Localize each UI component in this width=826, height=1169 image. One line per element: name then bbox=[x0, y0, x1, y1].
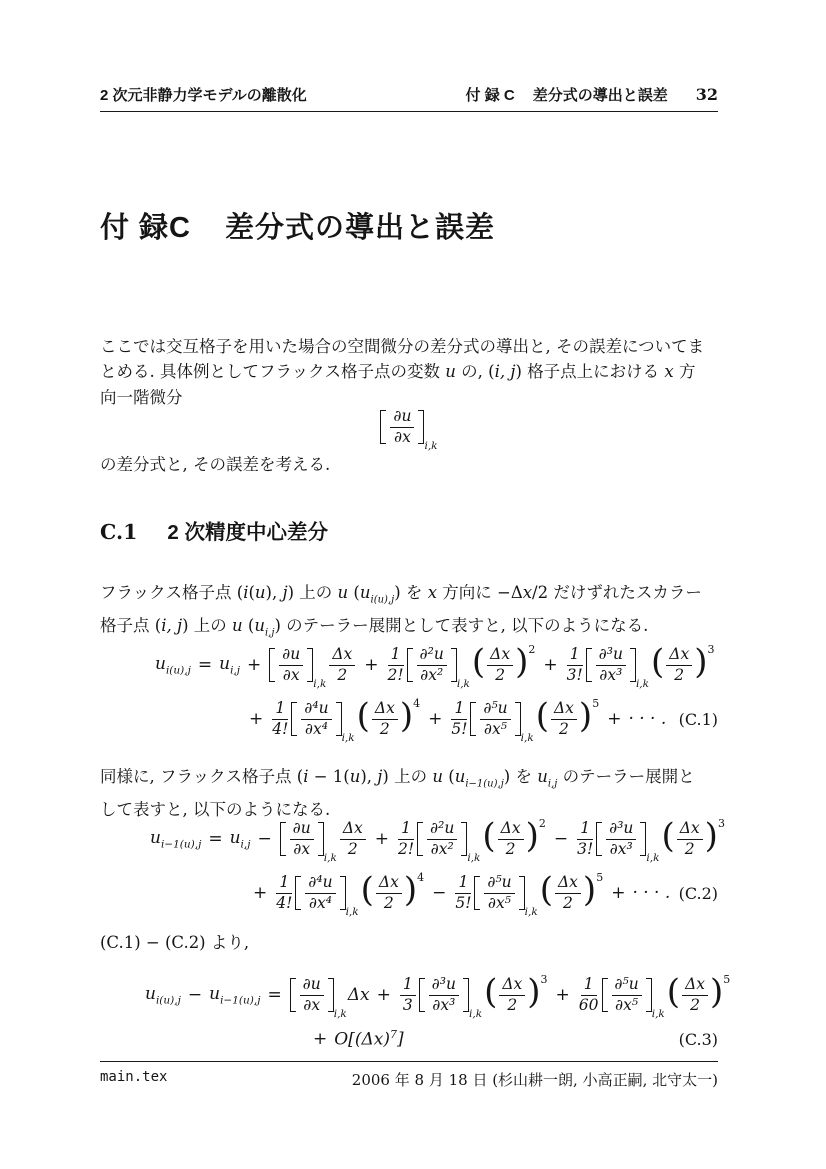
paragraph-line: ここでは交互格子を用いた場合の空間微分の差分式の導出と, その誤差についてま bbox=[100, 337, 705, 356]
footer-date-authors: 2006 年 8 月 18 日 (杉山耕一朗, 小高正嗣, 北守太一) bbox=[351, 1071, 718, 1089]
equation-c2 bbox=[100, 812, 725, 920]
equation-line: + $O[(\Delta x)^7$ ] (C.3) bbox=[313, 1028, 718, 1050]
paragraph-line: とめる. 具体例としてフラックス格子点の変数 u の, (i, j) 格子点上における x 方 bbox=[100, 362, 696, 382]
equation-line: + $\frac{1}{4!}$ $\frac{\text{∂⁴u}}{\text{∂x⁴}}$ $_{i,k}$ ( $\frac{\Delta x}{2}$ ) $^4$ + $\frac{1}{5!}$ $\frac{\text{∂⁵u}}{\text{∂x⁵}}$ $_{i,k}$ ( $\frac{\Delta x}{2}$ ) $^5$ + · · · . (C.1) bbox=[249, 696, 718, 744]
paragraph-line: 同様に, フラックス格子点 (i − 1(u), j) 上の u $(u_{i-1(u),j})$ を $u_{i,j}$ のテーラー展開と bbox=[100, 767, 695, 790]
after-equation-line: の差分式と, その誤差を考える. bbox=[100, 455, 331, 474]
header-chapter-label: 付 録 C bbox=[465, 87, 515, 104]
chapter-title-label: 付 録C bbox=[100, 212, 192, 244]
derivation-line: (C.1) − (C.2) より, bbox=[100, 933, 250, 952]
equation-line: $u_{i-1(u),j}$ = $u_{i,j}$ − $\frac{\partial u}{\partial x}$ $_{i,k}$ $\frac{\Delta x}{2}$ + $\frac{1}{2!}$ $\frac{\text{∂²u}}{\text{∂x²}}$ $_{i,k}$ ( $\frac{\Delta x}{2}$ ) $^2$ − $\frac{1}{3!}$ $\frac{\text{∂³u}}{\text{∂x³}}$ $_{i,k}$ ( $\frac{\Delta x}{2}$ ) $^3$ bbox=[150, 816, 725, 864]
equation-line: $u_{i(u),j}$ = $u_{i,j}$ + $\frac{\partial u}{\partial x}$ $_{i,k}$ $\frac{\Delta x}{2}$ + $\frac{1}{2!}$ $\frac{\text{∂²u}}{\text{∂x²}}$ $_{i,k}$ ( $\frac{\Delta x}{2}$ ) $^2$ + $\frac{1}{3!}$ $\frac{\text{∂³u}}{\text{∂x³}}$ $_{i,k}$ ( $\frac{\Delta x}{2}$ ) $^3$ bbox=[155, 642, 715, 690]
paragraph-line: して表すと, 以下のようになる. bbox=[100, 799, 331, 819]
equation-c3 bbox=[100, 968, 731, 1056]
equation-line: $\frac{\partial u}{\partial x}$ $_{i,k}$ bbox=[379, 400, 438, 454]
section-heading bbox=[100, 515, 718, 545]
header-running-title: 2 次元非静力学モデルの離散化 bbox=[100, 87, 307, 104]
page-number: 32 bbox=[695, 85, 718, 104]
header-chapter-title: 差分式の導出と誤差 bbox=[532, 87, 668, 104]
intro-paragraph bbox=[100, 334, 718, 410]
page-header bbox=[100, 84, 718, 112]
chapter-title-text: 差分式の導出と誤差 bbox=[225, 212, 496, 244]
paragraph-line: 格子点 (i, j) 上の u $(u_{i,j})$ のテーラー展開として表すと, 以下のようになる. bbox=[100, 615, 649, 638]
equation-row bbox=[100, 400, 718, 454]
equation-number: (C.1) bbox=[678, 709, 718, 729]
equation-line: $u_{i(u),j}$ − $u_{i-1(u),j}$ = $\frac{\partial u}{\partial x}$ $_{i,k}$ Δx + $\frac{1}{3}$ $\frac{\text{∂³u}}{\text{∂x³}}$ $_{i,k}$ ( $\frac{\Delta x}{2}$ ) $^3$ + $\frac{1}{60}$ $\frac{\text{∂⁵u}}{\text{∂x⁵}}$ $_{i,k}$ ( $\frac{\Delta x}{2}$ ) $^5$ bbox=[145, 972, 731, 1020]
header-chapter bbox=[466, 84, 668, 105]
chapter-title bbox=[100, 205, 718, 246]
section-number: C.1 bbox=[100, 520, 138, 544]
equation-body bbox=[379, 400, 438, 454]
section-title: 2 次精度中心差分 bbox=[167, 521, 328, 544]
footer-filename: main.tex bbox=[100, 1069, 168, 1085]
taylor-paragraph-1 bbox=[100, 580, 718, 645]
equation-number: (C.2) bbox=[678, 883, 718, 903]
page-footer bbox=[100, 1061, 718, 1090]
equation-c1 bbox=[100, 638, 718, 746]
equation-number: (C.3) bbox=[678, 1029, 718, 1049]
paragraph-line: フラックス格子点 (i(u), j) 上の u $(u_{i(u),j})$ を x 方向に −Δx/2 だけずれたスカラー bbox=[100, 583, 702, 606]
equation-line: + $\frac{1}{4!}$ $\frac{\text{∂⁴u}}{\text{∂x⁴}}$ $_{i,k}$ ( $\frac{\Delta x}{2}$ ) $^4$ − $\frac{1}{5!}$ $\frac{\text{∂⁵u}}{\text{∂x⁵}}$ $_{i,k}$ ( $\frac{\Delta x}{2}$ ) $^5$ + · · · . (C.2) bbox=[253, 870, 718, 918]
display-equation-dudx bbox=[100, 400, 718, 454]
paragraph-line: 向一階微分 bbox=[100, 387, 183, 407]
